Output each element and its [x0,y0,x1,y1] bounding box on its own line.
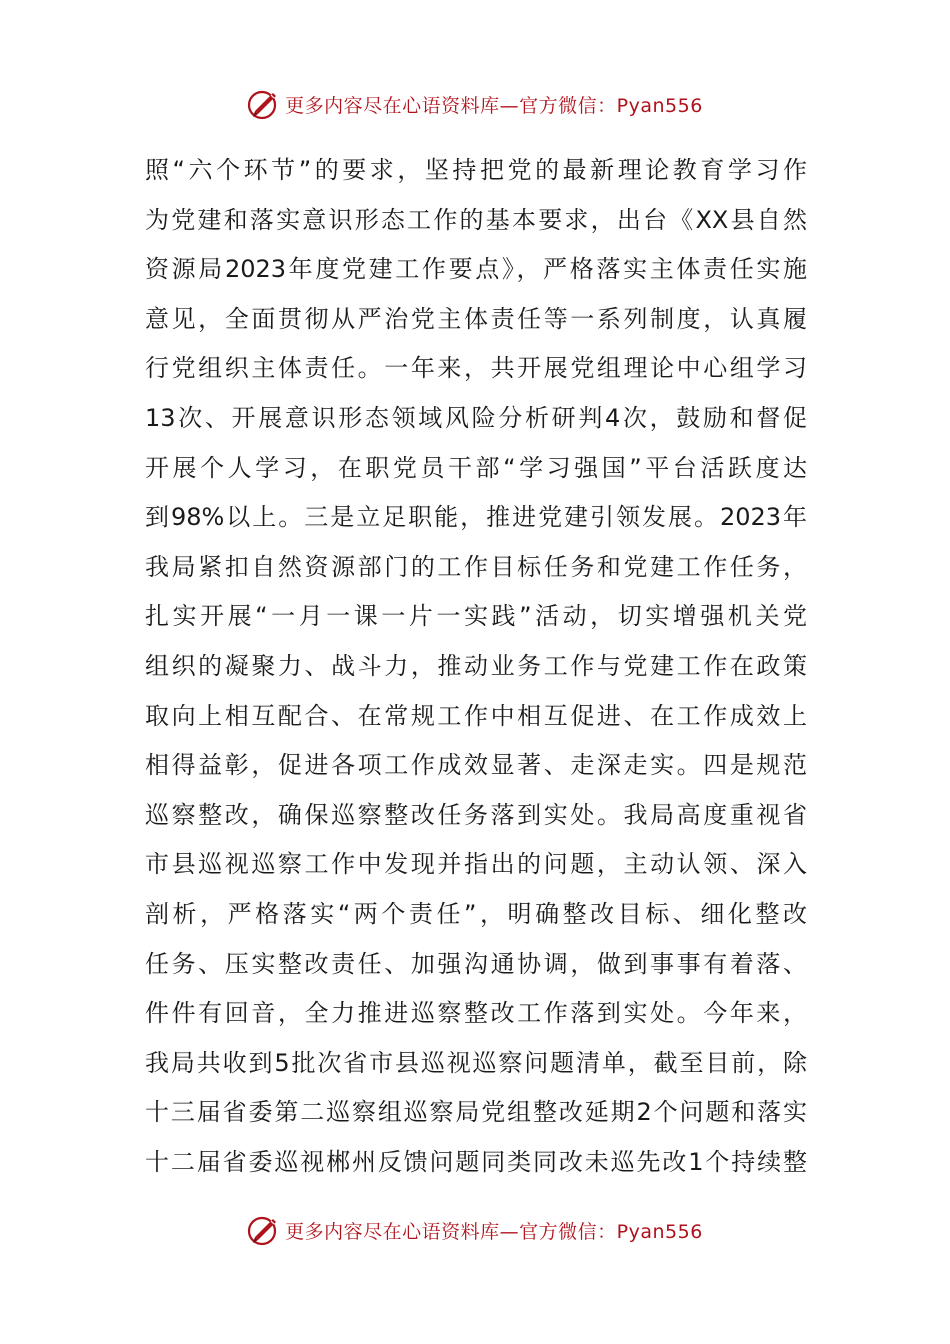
text-line: 为党建和落实意识形态工作的基本要求，出台《XX县自然 [145,205,807,234]
text-line: 巡察整改，确保巡察整改任务落到实处。我局高度重视省 [145,800,807,829]
document-body [145,146,807,1187]
text-line: 意见，全面贯彻从严治党主体责任等一系列制度，认真履 [145,304,807,333]
text-line: 取向上相互配合、在常规工作中相互促进、在工作成效上 [145,701,807,730]
text-line: 照“六个环节”的要求，坚持把党的最新理论教育学习作 [145,156,807,184]
text-line: 13次、开展意识形态领域风险分析研判4次，鼓励和督促 [145,403,807,432]
text-line: 扎实开展“一月一课一片一实践”活动，切实增强机关党 [145,602,807,631]
watermark-text: 更多内容尽在心语资料库—官方微信：Pyan556 [285,94,703,117]
text-line: 十二届省委巡视郴州反馈问题同类同改未巡先改1个持续整 [145,1147,807,1176]
text-line: 组织的凝聚力、战斗力，推动业务工作与党建工作在政策 [145,651,807,680]
text-line: 十三届省委第二巡察组巡察局党组整改延期2个问题和落实 [145,1098,807,1127]
pen-logo-icon [247,87,281,121]
text-line: 我局紧扣自然资源部门的工作目标任务和党建工作任务， [145,552,807,581]
footer-watermark [0,1210,950,1250]
text-line: 资源局2023年度党建工作要点》，严格落实主体责任实施 [145,255,807,284]
text-line: 我局共收到5批次省市县巡视巡察问题清单，截至目前，除 [145,1048,807,1077]
text-line: 剖析，严格落实“两个责任”，明确整改目标、细化整改 [145,899,807,928]
text-line: 件件有回音，全力推进巡察整改工作落到实处。今年来， [145,999,807,1028]
text-line: 开展个人学习，在职党员干部“学习强国”平台活跃度达 [145,453,807,482]
watermark-text: 更多内容尽在心语资料库—官方微信：Pyan556 [285,1220,703,1243]
pen-logo-icon [247,1213,281,1247]
text-line: 任务、压实整改责任、加强沟通协调，做到事事有着落、 [145,949,807,978]
text-line: 到98%以上。三是立足职能，推进党建引领发展。2023年 [145,503,807,532]
header-watermark [0,84,950,124]
text-line: 相得益彰，促进各项工作成效显著、走深走实。四是规范 [145,751,807,780]
text-line: 市县巡视巡察工作中发现并指出的问题，主动认领、深入 [145,850,807,879]
text-line: 行党组织主体责任。一年来，共开展党组理论中心组学习 [145,354,807,383]
